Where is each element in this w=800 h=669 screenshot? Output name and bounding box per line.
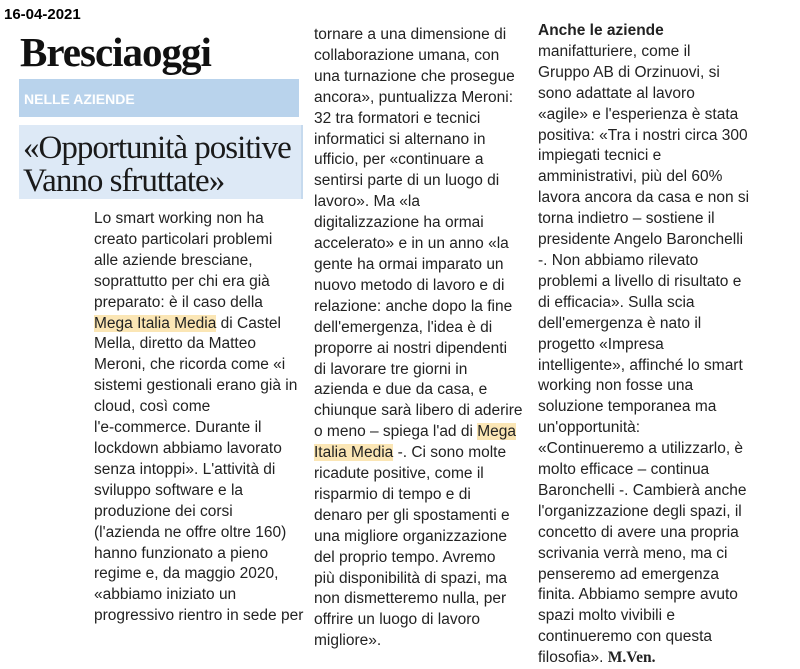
article-line: l'e-commerce. Durante il xyxy=(94,419,262,437)
article-line: molto efficace – continua xyxy=(538,461,710,479)
article-line: working non fosse una xyxy=(538,377,694,395)
article-line: continueremo con questa xyxy=(538,628,713,646)
article-line: sono adattate al lavoro xyxy=(538,84,695,102)
article-line: manifatturiere, come il xyxy=(538,42,691,60)
article-line: ricadute positive, come il xyxy=(314,465,484,483)
article-line: torna indietro – sostiene il xyxy=(538,210,715,228)
article-line: spazi molto vivibili e xyxy=(538,607,675,625)
article-line: produzione dei corsi xyxy=(94,502,233,520)
article-line: migliore». xyxy=(314,632,382,650)
article-line: sentirsi parte di un luogo di xyxy=(314,172,500,190)
clipping-date: 16-04-2021 xyxy=(4,6,81,23)
article-line: «abbiamo iniziato un xyxy=(94,586,237,604)
headline-line-1: «Opportunità positive xyxy=(23,130,291,166)
article-line: non dismetteremo nulla, per xyxy=(314,590,507,608)
article-line: Baronchelli -. Cambierà anche xyxy=(538,481,747,499)
article-line: digitalizzazione ha ormai xyxy=(314,214,484,232)
section-rubric-banner xyxy=(19,79,299,117)
article-line: azienda e due da casa, e xyxy=(314,381,488,399)
article-line: dell'emergenza, l'idea è di xyxy=(314,318,493,336)
article-line: sistemi gestionali erano già in xyxy=(94,377,298,395)
article-headline xyxy=(23,132,303,198)
article-line: Gruppo AB di Orzinuovi, si xyxy=(538,63,720,81)
article-line: o meno – spiega l'ad di Mega xyxy=(314,423,517,441)
article-line: informatici si alternano in xyxy=(314,130,486,148)
article-line: Mella, diretto da Matteo xyxy=(94,335,256,353)
article-line: positiva: «Tra i nostri circa 300 xyxy=(538,126,748,144)
article-line: lavoro». Ma «la xyxy=(314,193,420,211)
article-line: risparmio di tempo e di xyxy=(314,485,471,503)
article-line: più disponibilità di spazi, ma xyxy=(314,569,507,587)
article-line: lavora ancora da casa e non si xyxy=(538,189,750,207)
article-line: preparato: è il caso della xyxy=(94,293,263,311)
section-rubric-label: NELLE AZIENDE xyxy=(24,91,135,107)
article-column-1 xyxy=(94,209,303,627)
article-line: sviluppo software e la xyxy=(94,481,244,499)
article-line: (l'azienda ne offre oltre 160) xyxy=(94,523,287,541)
article-line: nuovo metodo di lavoro e di xyxy=(314,276,505,294)
newspaper-masthead: Bresciaoggi xyxy=(20,29,211,75)
article-line: concetto di avere una propria xyxy=(538,523,739,541)
headline-banner xyxy=(19,125,303,199)
article-line: creato particolari problemi xyxy=(94,230,273,248)
article-line: intelligente», affinché lo smart xyxy=(538,356,743,374)
article-line: soprattutto per chi era già xyxy=(94,272,270,290)
article-line: filosofia». M.Ven. xyxy=(538,649,656,667)
article-line: un'opportunità: xyxy=(538,419,641,437)
article-line: penseremo ad emergenza xyxy=(538,565,719,583)
article-line: dell'emergenza è nato il xyxy=(538,314,702,332)
article-line: ancora», puntualizza Meroni: xyxy=(314,88,514,106)
article-line: del proprio tempo. Avremo xyxy=(314,548,496,566)
article-line: offrire un luogo di lavoro xyxy=(314,611,481,629)
article-line: tornare a una dimensione di xyxy=(314,26,507,43)
article-line: 32 tra formatori e tecnici xyxy=(314,109,481,127)
article-line: Meroni, che ricorda come «i xyxy=(94,356,286,374)
article-line: Lo smart working non ha xyxy=(94,210,264,227)
article-line: -. Non abbiamo rilevato xyxy=(538,251,699,269)
article-line: progetto «Impresa xyxy=(538,335,664,353)
highlighted-term: Italia Media xyxy=(314,444,394,462)
article-line: impiegati tecnici e xyxy=(538,147,662,165)
article-line: progressivo rientro in sede per xyxy=(94,607,304,625)
article-line: senza intoppi». L'attività di xyxy=(94,460,276,478)
article-line: di lavorare tre giorni in xyxy=(314,360,468,378)
article-line: alle aziende bresciane, xyxy=(94,251,253,269)
article-line: una migliore organizzazione xyxy=(314,527,508,545)
article-line: «Continueremo a utilizzarlo, è xyxy=(538,440,744,458)
article-line: denaro per gli spostamenti e xyxy=(314,506,510,524)
article-line: accelerato» e in un anno «la xyxy=(314,235,509,253)
article-line: collaborazione umana, con xyxy=(314,46,500,64)
article-line: Mega Italia Media di Castel xyxy=(94,314,281,332)
highlighted-term: Mega Italia Media xyxy=(94,314,217,332)
highlighted-term: Mega xyxy=(477,423,517,441)
column-subhead: Anche le aziende xyxy=(538,22,664,39)
article-line: «agile» e l'esperienza è stata xyxy=(538,105,739,123)
article-line: di efficacia». Sulla scia xyxy=(538,293,695,311)
author-byline: M.Ven. xyxy=(607,649,656,667)
article-line: relazione: anche dopo la fine xyxy=(314,297,513,315)
article-line: finita. Abbiamo sempre avuto xyxy=(538,586,738,604)
article-line: amministrativi, più del 60% xyxy=(538,168,723,186)
article-line: una turnazione che prosegue xyxy=(314,67,515,85)
article-line: gente ha ormai imparato un xyxy=(314,255,504,273)
headline-line-2: Vanno sfruttate» xyxy=(23,163,225,199)
article-line: soluzione temporanea ma xyxy=(538,398,717,416)
article-line: regime e, da maggio 2020, xyxy=(94,565,279,583)
article-line: problemi a livello di risultato e xyxy=(538,272,742,290)
article-column-2 xyxy=(314,25,523,652)
article-line: chiunque sarà libero di aderire xyxy=(314,402,523,420)
article-line: l'organizzazione degli spazi, il xyxy=(538,502,742,520)
article-line: cloud, così come xyxy=(94,398,211,416)
article-line: Italia Media -. Ci sono molte xyxy=(314,444,507,462)
article-line: ufficio, per «continuare a xyxy=(314,151,484,169)
article-line: presidente Angelo Baronchelli xyxy=(538,231,744,249)
article-column-3 xyxy=(538,21,749,669)
article-line: hanno funzionato a pieno xyxy=(94,544,269,562)
article-line: proporre ai nostri dipendenti xyxy=(314,339,508,357)
article-line: scrivania verrà meno, ma ci xyxy=(538,544,728,562)
article-line: lockdown abbiamo lavorato xyxy=(94,439,282,457)
